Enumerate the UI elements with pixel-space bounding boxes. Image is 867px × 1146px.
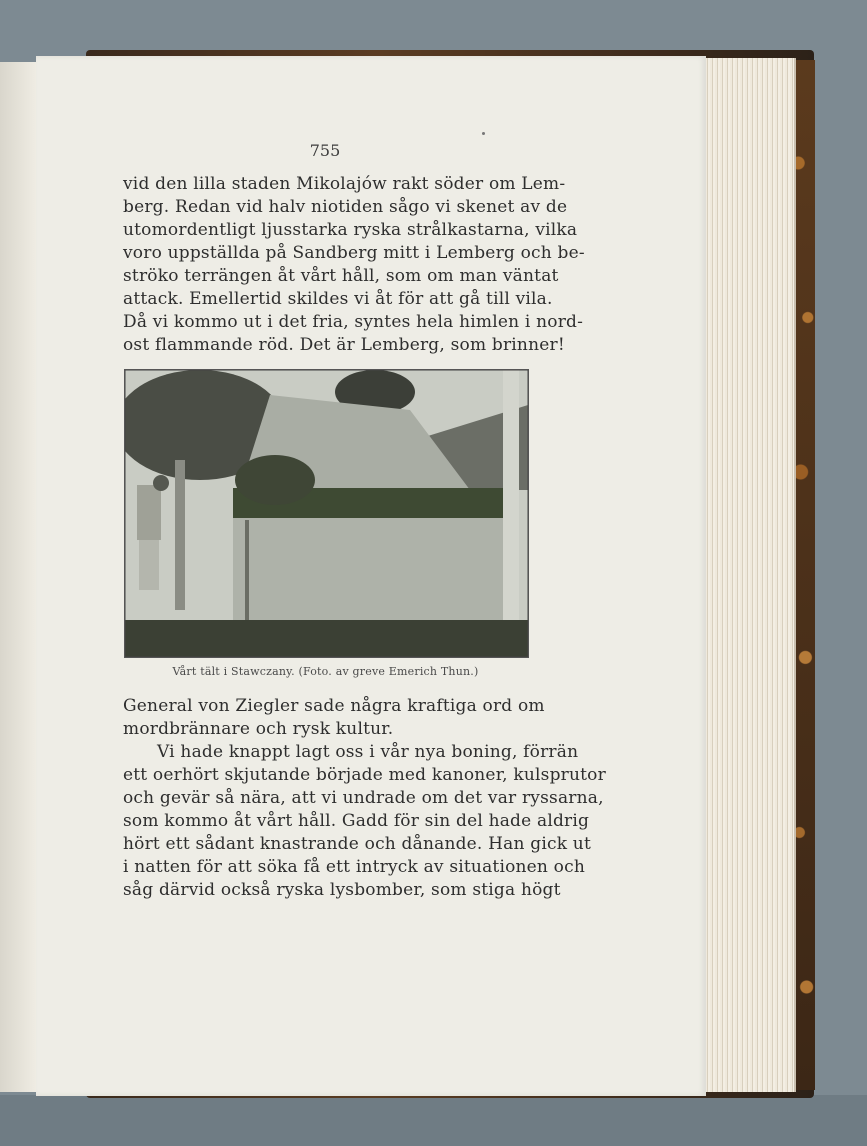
tent-photo-illustration bbox=[125, 370, 528, 657]
text-line: ost flammande röd. Det är Lemberg, som brinner! bbox=[123, 335, 565, 355]
text-line: attack. Emellertid skildes vi åt för att gå till vila. bbox=[123, 289, 553, 309]
left-page-edge bbox=[0, 62, 37, 1092]
text-line: som kommo åt vårt håll. Gadd för sin del hade aldrig bbox=[123, 811, 590, 831]
text-line: voro uppställda på Sandberg mitt i Lemberg och be- bbox=[123, 243, 585, 263]
page-stack-edge bbox=[700, 58, 796, 1092]
paragraph-2 bbox=[123, 695, 606, 902]
paragraph-1 bbox=[123, 173, 585, 357]
text-line: ströko terrängen åt vårt håll, som om man väntat bbox=[123, 266, 559, 286]
text-line: General von Ziegler sade några kraftiga ord om bbox=[123, 696, 545, 716]
text-line: i natten för att söka få ett intryck av situationen och bbox=[123, 857, 585, 877]
text-line: Vi hade knappt lagt oss i vår nya boning, förrän bbox=[157, 742, 579, 762]
paper-speck bbox=[482, 132, 485, 135]
text-line: Då vi kommo ut i det fria, syntes hela himlen i nord- bbox=[123, 312, 584, 332]
scan-background bbox=[0, 1095, 867, 1146]
photo-caption: Vårt tält i Stawczany. (Foto. av greve Emerich Thun.) bbox=[172, 665, 479, 678]
text-line: ett oerhört skjutande började med kanoner, kulsprutor bbox=[123, 765, 606, 785]
text-line: utomordentligt ljusstarka ryska strålkastarna, vilka bbox=[123, 220, 578, 240]
text-line: såg därvid också ryska lysbomber, som stiga högt bbox=[123, 880, 561, 900]
text-line: hört ett sådant knastrande och dånande. Han gick ut bbox=[123, 834, 591, 854]
text-line: mordbrännare och rysk kultur. bbox=[123, 719, 394, 739]
page-number: 755 bbox=[309, 141, 341, 160]
text-line: berg. Redan vid halv niotiden sågo vi skenet av de bbox=[123, 197, 568, 217]
text-line: vid den lilla staden Mikolajów rakt söder om Lem- bbox=[123, 174, 566, 194]
tent-photograph bbox=[124, 369, 529, 658]
text-line: och gevär så nära, att vi undrade om det var ryssarna, bbox=[123, 788, 604, 808]
